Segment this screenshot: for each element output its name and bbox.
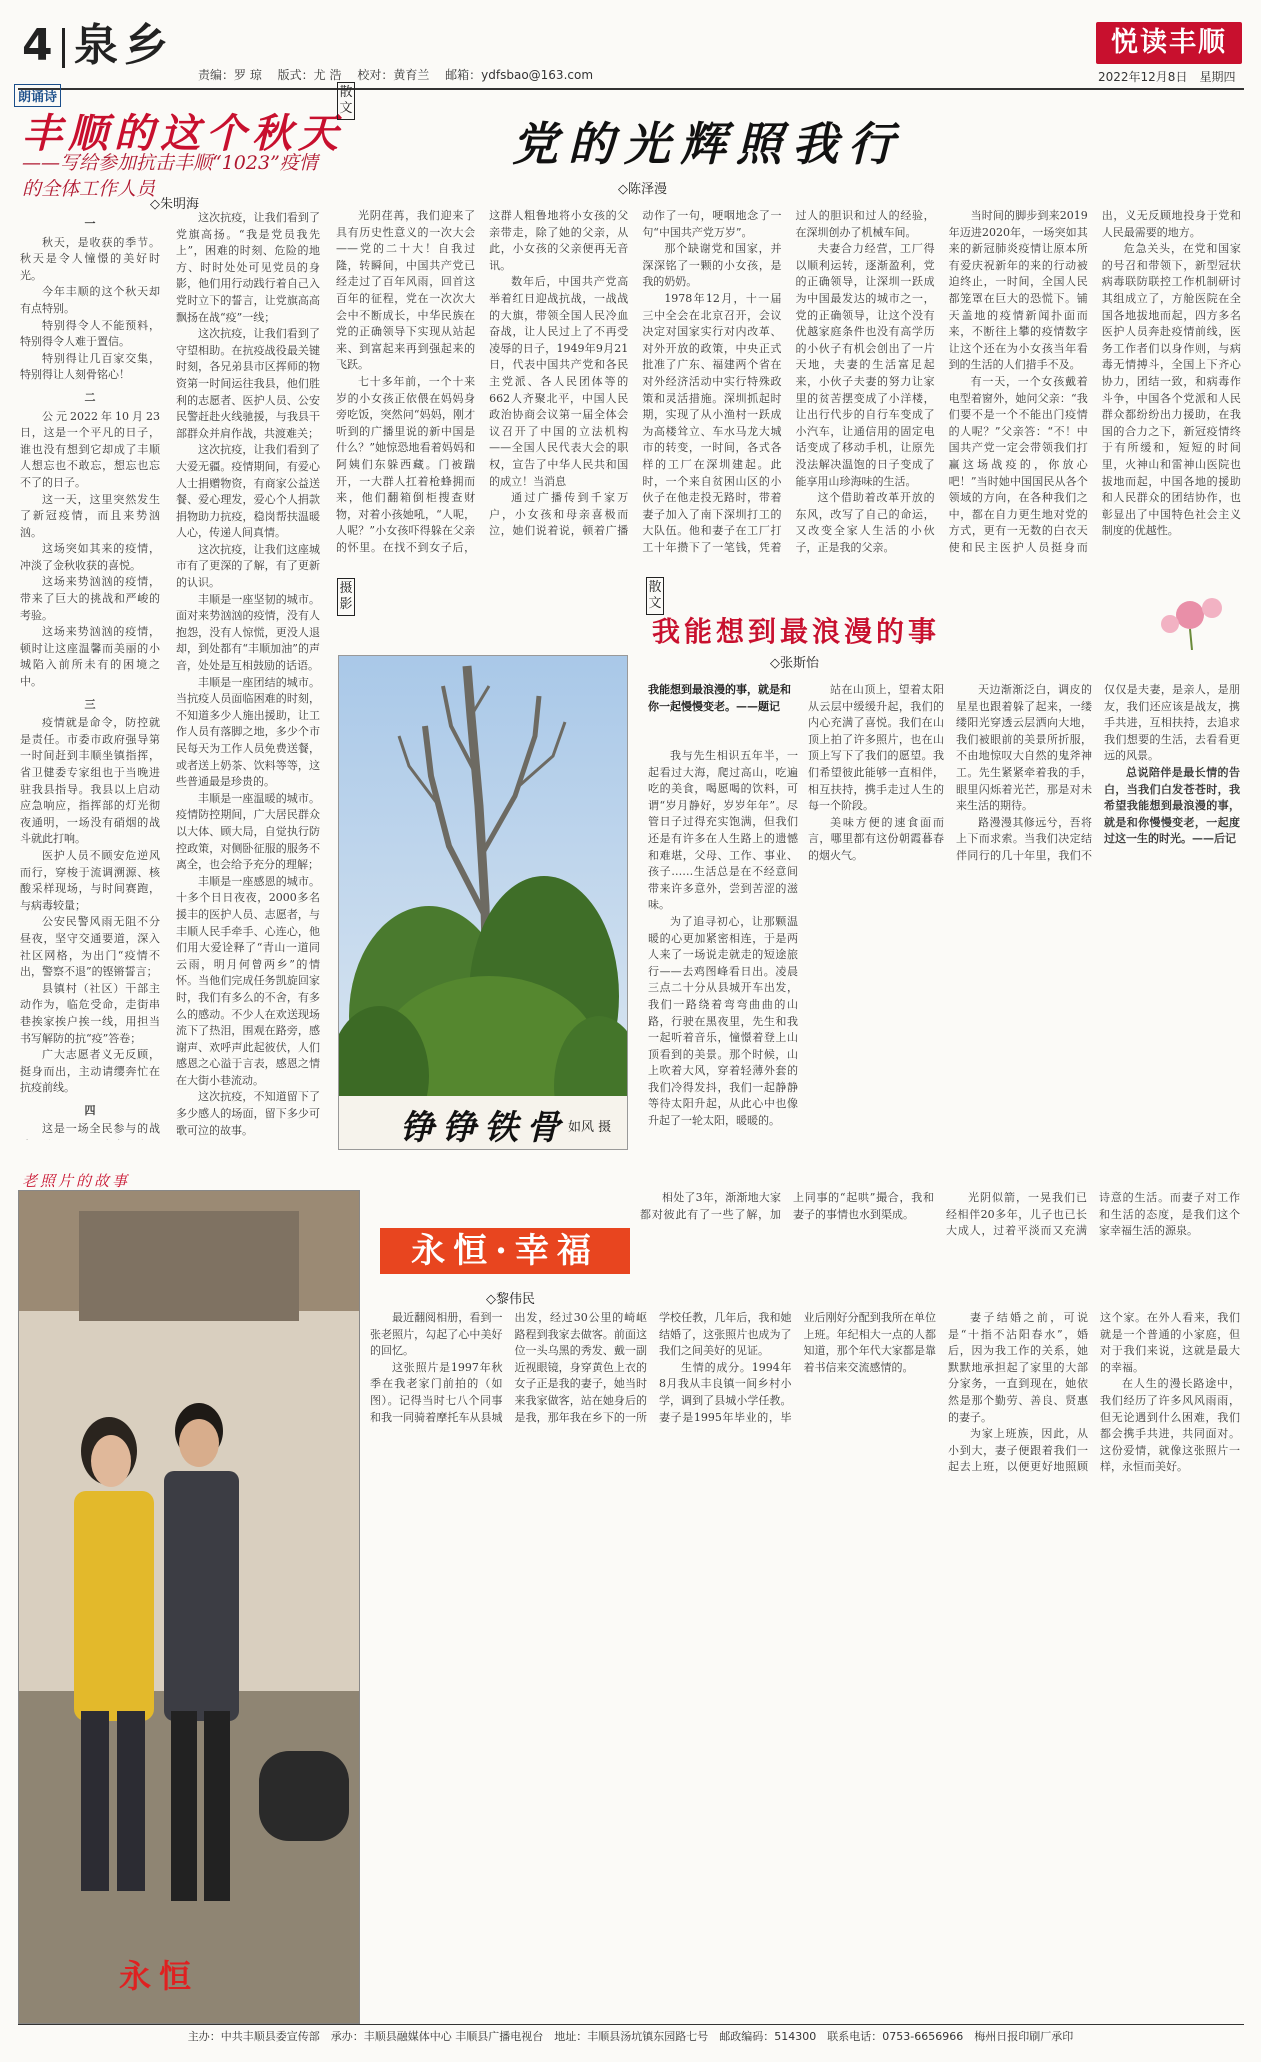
poem-line: 这次抗疫，不知道留下了多少感人的场面，留下多少可歌可泣的故事。 bbox=[176, 1090, 320, 1137]
photo-credit: 如风 摄 bbox=[568, 1120, 612, 1135]
poem-line: 公元2022年10月23日，这是一个平凡的日子，谁也没有想到它却成了丰顺人想忘也不敢忘，想忘也忘不了的日子。 bbox=[20, 409, 160, 489]
poem-title: 丰顺的这个秋天 bbox=[22, 110, 344, 157]
section-name: 泉乡 bbox=[74, 20, 174, 71]
poem-section-number: 二 bbox=[84, 390, 96, 404]
poem-column-1 bbox=[20, 210, 160, 1140]
article4-title: 永恒·幸福 bbox=[380, 1228, 630, 1274]
paragraph: 光阴似箭，一晃我们已经相伴20多年，儿子也已长大成人，过着平淡而又充满诗意的生活。而妻子对工作和生活的态度，是我们这个家幸福生活的源泉。 bbox=[946, 1191, 1240, 1238]
poem-section-number: 四 bbox=[84, 1103, 96, 1117]
poem-line: 特别得让几百家交集，特别得让人刻骨铭心！ bbox=[20, 351, 160, 382]
article3-epigraph: 我能想到最浪漫的事，就是和你一起慢慢变老。——题记 bbox=[648, 683, 791, 713]
poem-line: 丰顺是一座温暖的城市。疫情防控期间，广大居民群众以大体、顾大局，自觉执行防控政策，对侧卧征服的服务不离全，也会给予充分的理解； bbox=[176, 791, 320, 872]
old-photo bbox=[18, 1190, 360, 2024]
paragraph: 妻子结婚之前，可说是“十指不沾阳春水”，婚后，因为我工作的关系，她默默地承担起了家里的大部分家务，一直到现在，她依然是那个勤劳、善良、贤惠的妻子。 bbox=[948, 1311, 1088, 1424]
poem-line: 这场突如其来的疫情，冲淡了金秋收获的喜悦。 bbox=[20, 542, 160, 572]
poem-line: 秋天，是收获的季节。秋天是令人憧憬的美好时光。 bbox=[20, 235, 160, 282]
article4-tag: 老照片的故事 bbox=[22, 1172, 131, 1190]
paragraph: 相处了3年，渐渐地大家都对彼此有了一些了解，加上同事的“起哄”撮合，我和妻子的事情也水到渠成。 bbox=[640, 1191, 934, 1221]
editorial-credits bbox=[198, 66, 605, 83]
article3-author: ◇张斯怡 bbox=[770, 656, 819, 671]
page-header bbox=[0, 0, 1261, 84]
editor-credit: 责编：罗 琼 bbox=[198, 68, 262, 82]
header-rule bbox=[18, 88, 1244, 90]
article3-body-a bbox=[648, 748, 798, 1133]
paragraph: 夫妻合力经营，工厂得以顺利运转，逐渐盈利，党的正确领导，让深圳一跃成为中国最发达的城市之一，党的正确领导，让这个没有优越家庭条件也没有高学历的小伙子有机会创出了一片天地，夫妻的生活富足起来，小伙子夫妻的努力让家里的贫苦摆变成了小洋楼，让出行代步的自行车变成了小汽车，让通信用的固定电话变成了移动手机，让原先没法解决温饱的日子变成了能享用山珍海味的生活。 bbox=[795, 242, 935, 488]
paragraph: 在人生的漫长路途中，我们经历了许多风风雨雨，但无论遇到什么困难，我们都会携手共进，共同面对。这份爱情，就像这张照片一样，永恒而美好。 bbox=[1100, 1377, 1240, 1474]
photo-caption: 铮铮铁骨 bbox=[400, 1108, 568, 1148]
layout-credit: 版式：尤 浩 bbox=[277, 68, 342, 82]
poem-line: 今年丰顺的这个秋天却有点特别。 bbox=[20, 285, 160, 315]
paragraph: 有一天，一个女孩戴着电型着窗外，她问父亲：“我们要不是一个不能出门疫情的人呢？”父亲答：“不！中国共产党一定会带领我们打赢这场战疫的，你放心吧！”当时她中国国民从各个领域的方向，在各种我们之中，都在自力更生地对党的方式，更有一无数的白衣天使和民主医护人员挺身而出，义无反顾地投身于党和人民最需要的地方。 bbox=[948, 209, 1241, 554]
poem-line: 丰顺是一座坚韧的城市。面对来势汹汹的疫情，没有人抱怨，没有人惊慌，更没人退却，到处都有“丰顺加油”的声音，处处是互相鼓励的话语。 bbox=[176, 592, 320, 673]
paragraph: 光阴荏苒，我们迎来了具有历史性意义的一次大会——党的二十大！自我过隆，转瞬间，中国共产党已经走过了百年风雨，回首这百年的征程，党在一次次大会中不断成长，中华民族在党的正确领导下实现从站起来、到富起来再到强起来的飞跃。 bbox=[336, 209, 476, 372]
article1-author: ◇陈泽漫 bbox=[618, 182, 667, 197]
poem-column-2 bbox=[176, 210, 320, 1140]
article4-body-c bbox=[948, 1310, 1240, 2020]
poem-line: 公安民警风雨无阻不分昼夜，坚守交通要道，深入社区网格，为出门“疫情不出，警察不退”的铿锵誓言； bbox=[20, 915, 160, 979]
paragraph: 1978年12月，十一届三中全会在北京召开，会议决定对国家实行对内改革、对外开放的政策，中央正式批准了广东、福建两个省在对外经济活动中实行特殊政策和灵活措施。深圳抓起时期，实现了从小渔村一跃成为高楼耸立、车水马龙大城市的转变，一时间，各式各样的工厂在深圳建起。此时，一个来自贫困山区的小伙子在他走投无路时，带着妻子加入了南下深圳打工的大队伍。他和妻子在工厂打工十年攒下了一笔钱，凭着过人的胆识和过人的经验，在深圳创办了机械车间。 bbox=[642, 209, 935, 554]
couple-illustration bbox=[19, 1191, 360, 2024]
paragraph: 路漫漫其修远兮，吾将上下而求索。当我们决定结伴同行的几十年里，我们不仅仅是夫妻，是亲人，是朋友，我们还应该是战友，携手共进，互相扶持，去追求我们想要的生活，去看看更远的风景。 bbox=[956, 683, 1240, 862]
flower-decoration bbox=[1140, 580, 1240, 650]
paragraph: 站在山顶上，望着太阳从云层中缓缓升起，我们的内心充满了喜悦。我们在山顶上拍了许多照片，也在山顶上写下了我们的愿望。我们希望彼此能够一直相伴，相互扶持，携手走过人生的每一个阶段。 bbox=[808, 683, 944, 813]
page-number: 4 bbox=[22, 20, 53, 71]
poem-line: 丰顺是一座团结的城市。当抗疫人员面临困难的时刻，不知道多少人施出援助，让工作人员有落脚之地，多少个市民每天为工作人员免费送餐，或者送上奶茶、饮料等等，这些普通最是珍贵的。 bbox=[176, 675, 320, 789]
poem-author: ◇朱明海 bbox=[150, 197, 199, 212]
poem-section-number: 三 bbox=[84, 697, 96, 711]
paragraph: 数年后，中国共产党高举着红日迎战抗战，一战战的大旗，带领全国人民冷血奋战，让人民过上了不再受凌辱的日子，1949年9月21日，代表中国共产党和各民主党派、各人民团体等的662人齐聚北平，中国人民政治协商会议第一届全体会议召开了中国的立法机构——全国人民代表大会的职权，宣告了中华人民共和国的成立！当消息 bbox=[489, 275, 629, 488]
paragraph: 通过广播传到千家万户，小女孩和母亲喜极而泣，她们说着说，顿着广播动作了一句，哽咽地念了一句“中国共产党万岁”。 bbox=[489, 209, 782, 538]
article1-body bbox=[336, 208, 1241, 570]
issue-date: 2022年12月8日 星期四 bbox=[1098, 70, 1236, 84]
paragraph: 为家上班族，因此，从小到大，妻子便跟着我们一起去上班，以便更好地照顾这个家。在外人看来，我们就是一个普通的小家庭，但对于我们来说，这就是最大的幸福。 bbox=[948, 1311, 1240, 1474]
proof-credit: 校对：黄育兰 bbox=[357, 68, 430, 82]
poem-line: 县镇村（社区）干部主动作为，临危受命，走街串巷挨家挨户挨一线，用担当书写解防的抗“疫”答卷； bbox=[20, 981, 160, 1045]
poem-tag: 朗诵诗 bbox=[14, 84, 61, 107]
article1-tag: 散文 bbox=[337, 82, 355, 120]
tree-illustration bbox=[339, 656, 628, 1150]
poem-line: 丰顺是一座感恩的城市。十多个日日夜夜，2000多名援丰的医护人员、志愿者，与丰顺人民手牵手、心连心，他们用大爱诠释了“青山一道同云雨，明月何曾两乡”的情怀。当他们完成任务凯旋回家时，我们有多么的不舍，有多么的感动。不少人在欢送现场流下了热泪，围观在路旁，感谢声、欢呼声此起彼伏，人们感恩之心溢于言表，感恩之情在大街小巷流动。 bbox=[176, 874, 320, 1087]
article3-body-b bbox=[808, 682, 1240, 1147]
poem-line: 这场来势汹汹的疫情，顿时让这座温馨而美丽的小城陷入前所未有的困境之中。 bbox=[20, 625, 160, 689]
paragraph: 危急关头，在党和国家的号召和带领下，新型冠状病毒联防联控工作机制研讨其组成立了，方舱医院在全国各地拔地而起，四方多名医护人员奔赴疫情前线，医务工作者们以身作则，与病毒无情搏斗，全国上下齐心协力，团结一致，和病毒作斗争，中国各个党派和人民群众都纷纷出力援助，在我国的合力之下，新冠疫情终于有所缓和，短短的时间里，火神山和雷神山医院也拔地而起，中国各地的援助和人民群众的团结协作，也彰显出了中国特色社会主义制度的优越性。 bbox=[1101, 242, 1241, 538]
poem-line bbox=[176, 1139, 320, 1140]
poem-line: 这一天，这里突然发生了新冠疫情，而且来势汹汹。 bbox=[20, 492, 160, 539]
poem-line: 这次抗疫，让我们看到了党旗高扬。“我是党员我先上”，困难的时刻、危险的地方、时时处处可见党员的身影，他们用行动践行着自己入党时立下的誓言，让党旗高高飘扬在战“疫”一线； bbox=[176, 211, 320, 324]
brand-logo: 悦读丰顺 bbox=[1096, 22, 1242, 64]
poem-subtitle: ——写给参加抗击丰顺“1023”疫情的全体工作人员 bbox=[22, 152, 318, 200]
paragraph: 生情的成分。1994年8月我从丰良镇一间乡村小学，调到了县城小学任教。妻子是1995年毕业的，毕业后刚好分配到我所在单位上班。年纪相大一点的人都知道，那个年代大家都是靠着书信来交流感情的。 bbox=[659, 1311, 936, 1424]
paragraph: 七十多年前，一个十来岁的小女孩正依偎在妈妈身旁吃饭，突然问“妈妈，刚才听到的广播里说的新中国是什么？”她惊恐地看着妈妈和阿姨们东躲西藏。门被踹开，一大群人扛着枪蜂拥而来，他们翻箱倒柜搜查财物，对着小孩她吼，“人呢，人呢？”小女孩吓得躲在父亲的怀里。在找不到女子后，这群人粗鲁地将小女孩的父亲带走，除了她的父亲，从此，小女孩的父亲便再无音讯。 bbox=[336, 209, 629, 554]
tree-photo bbox=[338, 655, 628, 1150]
poem-line: 这次抗疫，让我们看到了大爱无疆。疫情期间，有爱心人士捐赠物资，有商家公益送餐、爱心理发，爱心个人捐款捐物助力抗疫，稳岗帮扶温暖人心，传递人间真情。 bbox=[176, 443, 320, 540]
photo-tag: 摄影 bbox=[337, 578, 355, 616]
paragraph: 当时间的脚步到来2019年迈进2020年，一场突如其来的新冠肺炎疫情让原本所有爱庆祝新年的来的行动被迫终止，一时间，全国人民都笼罩在巨大的恐慌下。铺天盖地的疫情新闻扑面而来，不断往上攀的疫情数字让这个还在为小女孩当年看到的生活的人们措手不及。 bbox=[948, 209, 1088, 372]
paragraph: 那个缺谢党和国家，并深深铭了一颗的小女孩，是我的奶奶。 bbox=[642, 242, 782, 289]
paragraph: 最近翻阅相册，看到一张老照片，勾起了心中美好的回忆。 bbox=[370, 1311, 503, 1358]
article1-title: 党的光辉照我行 bbox=[512, 117, 904, 171]
poem-line: 这场来势汹汹的疫情，带来了巨大的挑战和严峻的考验。 bbox=[20, 575, 160, 622]
footer: 主办：中共丰顺县委宣传部 承办：丰顺县融媒体中心 丰顺县广播电视台 地址：丰顺县汤坑镇东园路七号 邮政编码：514300 联系电话：0753-6656966 梅州日报印刷厂承印 bbox=[187, 2030, 1074, 2043]
poem-line: 这次抗疫，让我们看到了守望相助。在抗疫战役最关键时刻，各兄弟县市区挥师的物资第一时间运往我县，他们胜利的志愿者、医护人员、公安民警赶赴火线驰援，与我县干部群众并肩作战，共渡难关； bbox=[176, 327, 320, 440]
paragraph: 我与先生相识五年半，一起看过大海，爬过高山，吃遍吃的美食，喝愿喝的饮料，可谓“岁月静好，岁岁年年”。尽管日子过得充实饱满，但我们还是有许多在人生路上的遗憾和难堪，父母、工作、事业、孩子……生活总是在不经意间带来许多意外，尝到苦涩的滋味。 bbox=[648, 749, 798, 912]
poem-section-number: 一 bbox=[84, 217, 96, 230]
poem-line: 医护人员不顾安危逆风而行，穿梭于流调溯源、核酸采样现场，与时间赛跑，与病毒较量； bbox=[20, 848, 160, 912]
email-credit[interactable]: 邮箱：ydfsbao@163.com bbox=[445, 68, 594, 82]
paragraph: 为了追寻初心，让那颗温暖的心更加紧密相连，于是两人来了一场说走就走的短途旅行——去鸡图峰看日出。凌晨三点二十分从县城开车出发，我们一路绕着弯弯曲曲的山路，行驶在黑夜里，先生和我一起听着音乐，憧憬着登上山顶看到的美景。那个时候，山上吹着大风，穿着轻薄外套的我们冷得发抖，我们一起静静等待太阳升起，从此心中也像升起了一轮太阳，暖暖的。 bbox=[648, 914, 798, 1128]
paragraph: 这张照片是1997年秋季在我老家门前拍的（如图）。记得当时七八个同事和我一同骑着摩托车从县城出发，经过30公里的崎岖路程到我家去做客。前面这位一头乌黑的秀发、戴一副近视眼镜，身穿黄色上衣的女子正是我的妻子，她当时来我家做客，站在她身后的是我，那年我在乡下的一所学校任教，几年后，我和她结婚了，这张照片也成为了我们之间美好的见证。 bbox=[370, 1311, 792, 1424]
article3-title: 我能想到最浪漫的事 bbox=[652, 615, 941, 648]
article4-body-b bbox=[640, 1190, 1240, 1310]
footer-rule bbox=[18, 2024, 1244, 2025]
paragraph: 天边渐渐泛白，调皮的星星也跟着躲了起来，一缕缕阳光穿透云层洒向大地，我们被眼前的美景所折服，不由地惊叹大自然的鬼斧神工。先生紧紧牵着我的手，眼里闪烁着光芒，那是对未来生活的期待。 bbox=[956, 683, 1092, 813]
header-divider bbox=[62, 28, 65, 68]
paragraph: 总说陪伴是最长情的告白，当我们白发苍苍时，我希望我能想到最浪漫的事，就是和你慢慢变老，一起度过这一生的时光。——后记 bbox=[1104, 765, 1240, 846]
poem-line: 广大志愿者义无反顾，挺身而出，主动请缨奔忙在抗疫前线。 bbox=[20, 1048, 160, 1095]
old-photo-caption: 永恒 bbox=[119, 1957, 200, 1995]
article3-tag: 散文 bbox=[646, 577, 664, 615]
paragraph: 美味方便的速食面而言，哪里都有这份朝霞暮春的烟火气。 bbox=[808, 815, 944, 862]
article4-author: ◇黎伟民 bbox=[486, 1292, 535, 1307]
poem-line: 疫情就是命令，防控就是责任。市委市政府强导第一时间赶到丰顺坐镇指挥，省卫健委专家组也于当晚进驻我县指导。我县以上启动应急响应，指挥部的灯光彻夜通明，一场没有硝烟的战斗就此打响。 bbox=[20, 716, 160, 846]
poem-line: 这是一场全民参与的战 bbox=[42, 1122, 160, 1136]
poem-line: 这次抗疫，让我们这座城市有了更深的了解，有了更新的认识。 bbox=[176, 542, 320, 590]
paragraph: 这个借助着改革开放的东风，改写了自己的命运，又改变全家人生活的小伙子，正是我的父亲。 bbox=[795, 491, 935, 554]
poem-line: 特别得令人不能预料，特别得令人难于置信。 bbox=[20, 318, 160, 349]
